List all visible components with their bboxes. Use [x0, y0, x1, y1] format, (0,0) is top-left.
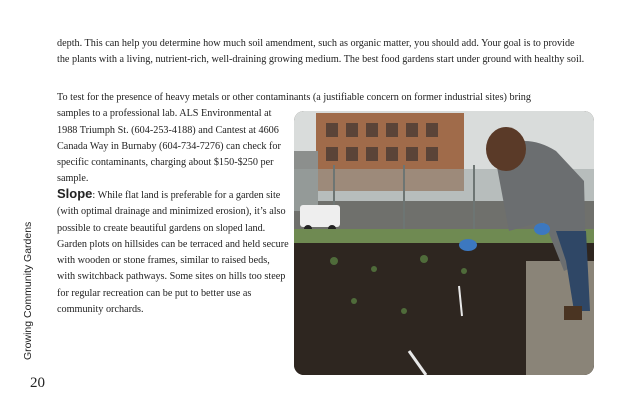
running-header-vertical: Growing Community Gardens: [22, 221, 34, 360]
slope-heading: Slope: [57, 186, 93, 201]
slope-body: : While flat land is preferable for a garden site (with optimal drainage and minimized erosion), it’s also possible to create beautiful gardens on sloped land. Garden plots on hillsides can be terraced and held secure with wooden or stone frames, similar to raised beds, with switchback pathways. Some sites on hills too steep for regular recreation can be put to better use as community orchards.: [57, 190, 289, 316]
garden-photo-illustration: [294, 111, 594, 375]
paragraph-soil-depth: depth. This can help you determine how much soil amendment, such as organic matter, you should add. Your goal is to provide the plants with a living, nutrient-rich, well-draining growing medium. The best food gardens start under ground with healthy soil.: [57, 38, 585, 66]
paragraph-contaminant-testing-first-line: To test for the presence of heavy metals or other contaminants (a justifiable concern on former industrial sites) bring: [57, 92, 531, 103]
page-number: 20: [30, 375, 45, 391]
garden-photo: [294, 111, 594, 375]
paragraph-contaminant-testing-rest: samples to a professional lab. ALS Environmental at 1988 Triumph St. (604-253-4188) and Cantest at 4606 Canada Way in Burnaby (604-734-7276) can check for specific contaminants, charging about $150-$250 per sample.: [57, 108, 281, 185]
paragraph-slope: [57, 186, 289, 318]
